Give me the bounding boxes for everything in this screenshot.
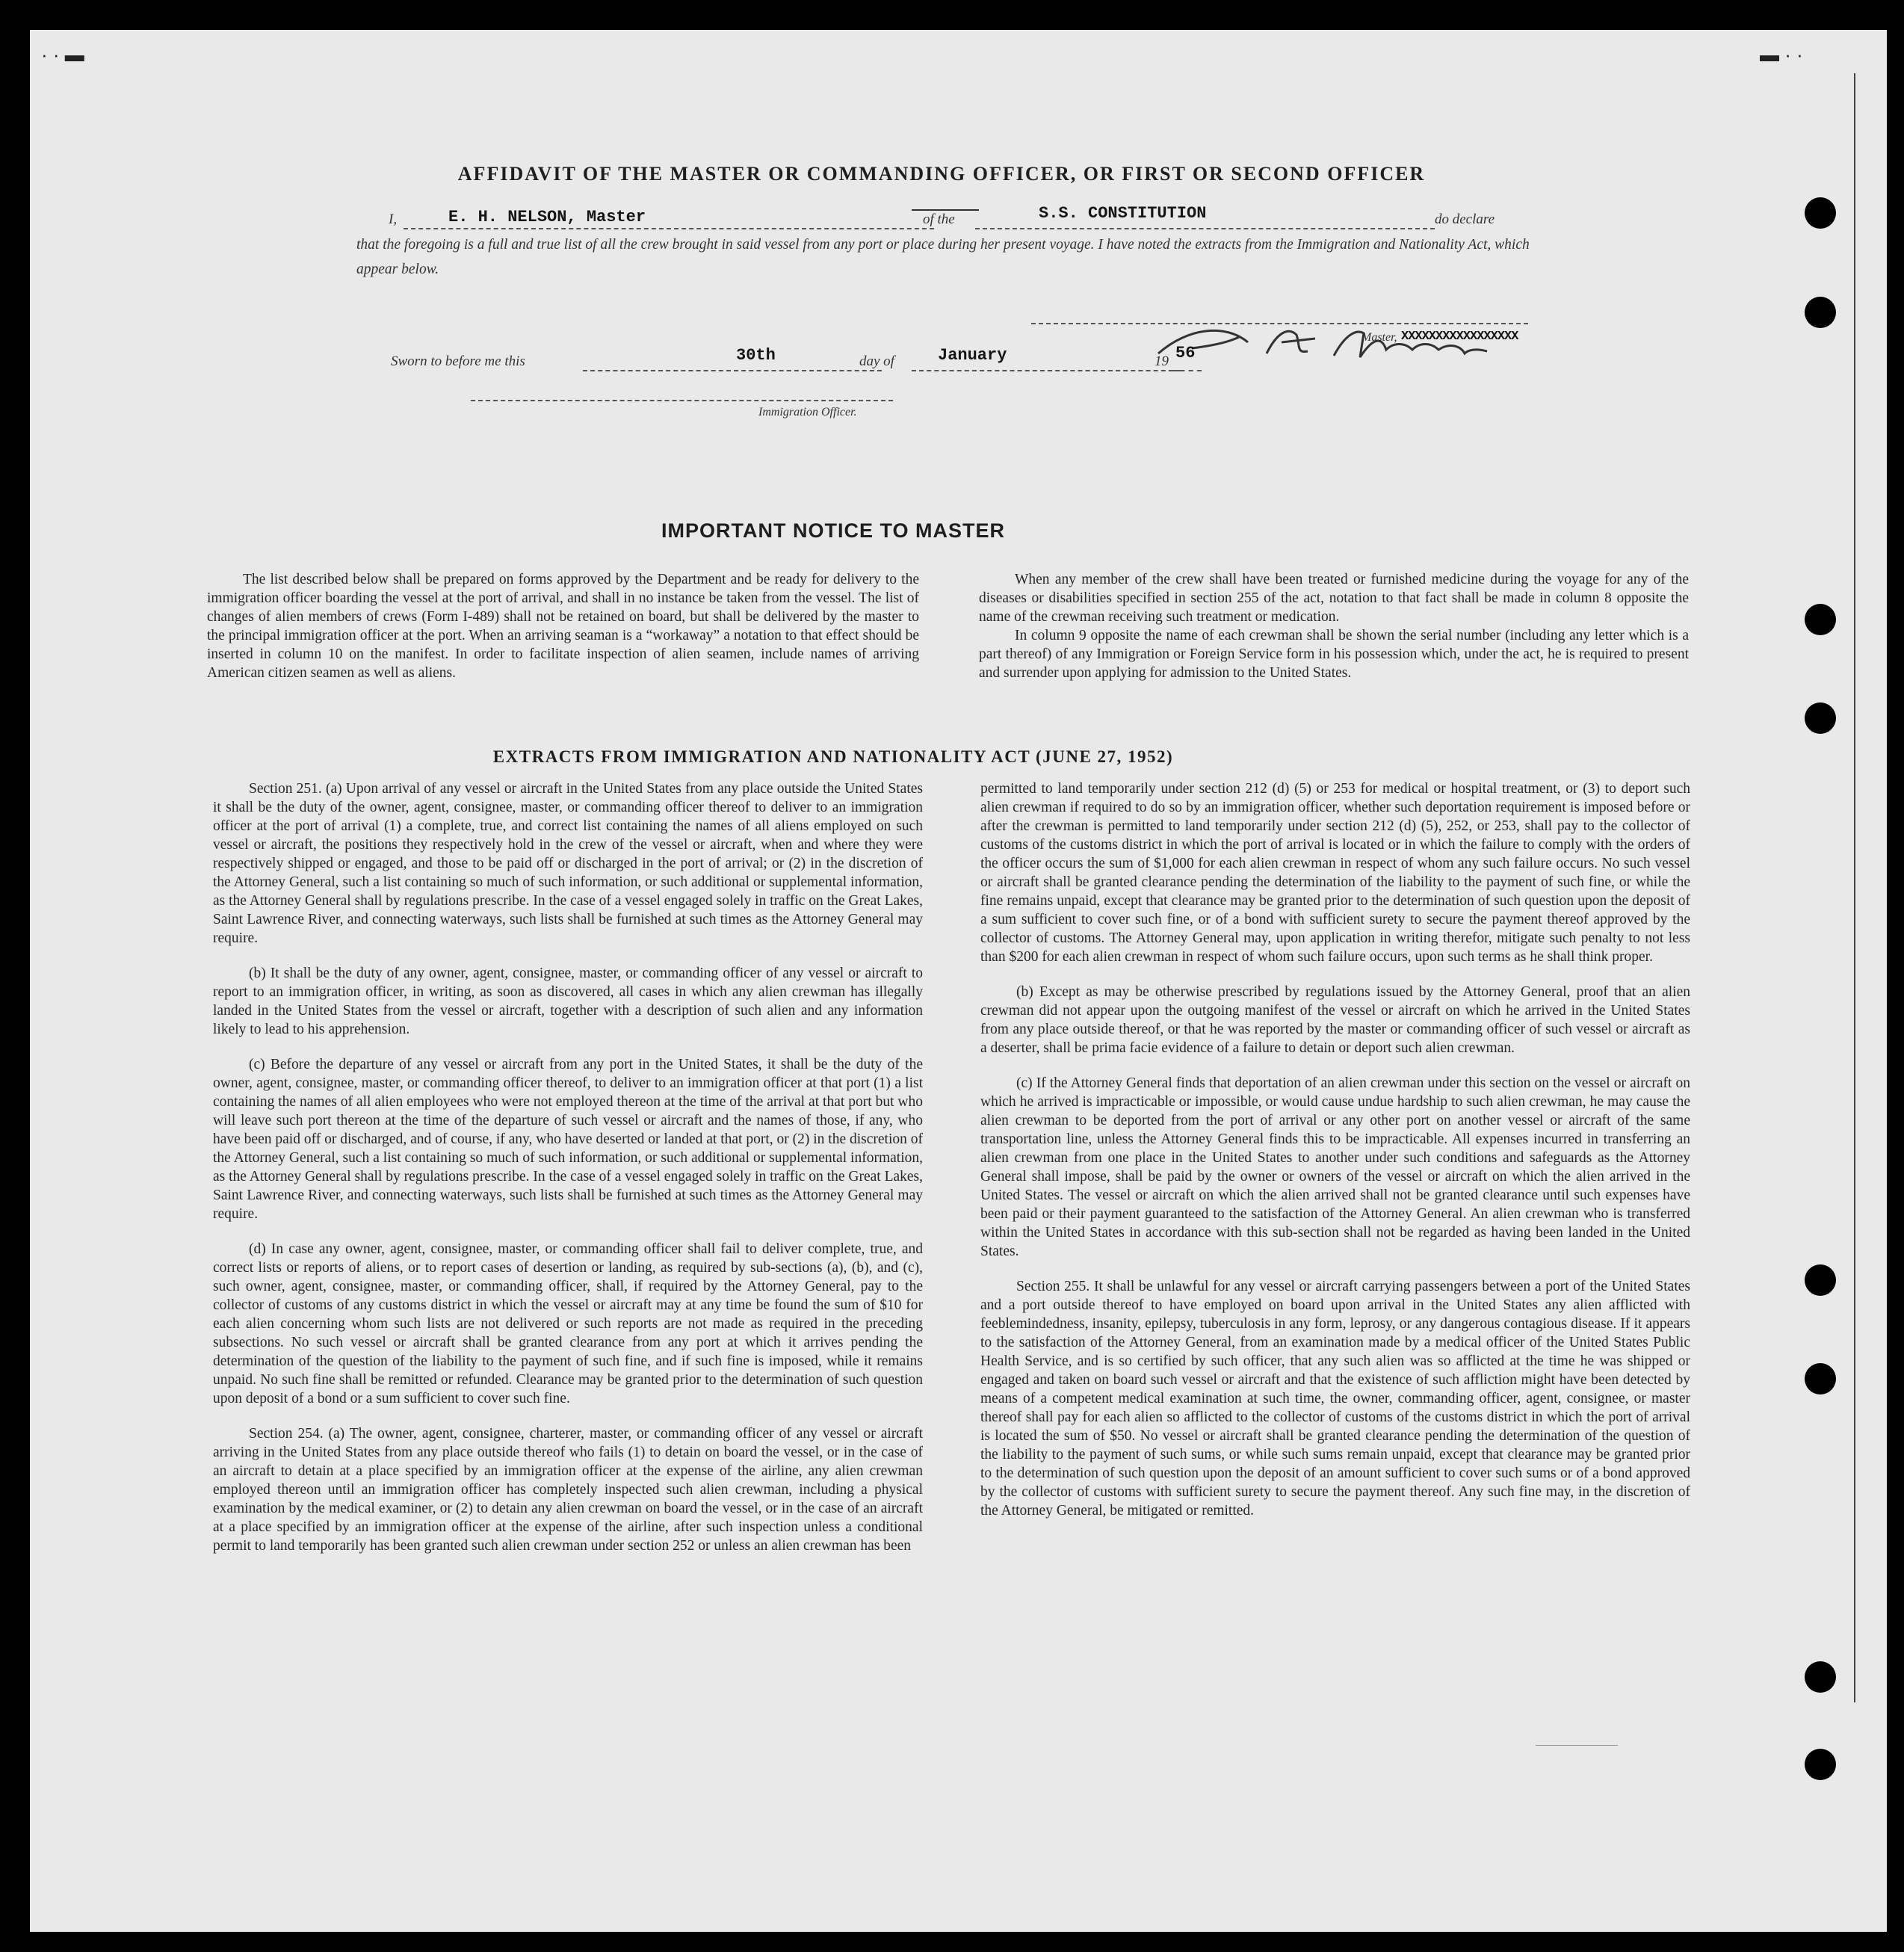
sworn-month-line [912,370,1181,371]
title-underline [912,209,979,211]
affidavit-title: AFFIDAVIT OF THE MASTER OR COMMANDING OFFICER, OR FIRST OR SECOND OFFICER [457,163,1426,185]
extracts-right-column [980,779,1690,1536]
extract-left-paragraph: Section 254. (a) The owner, agent, consignee, charterer, master, or commanding officer of any vessel or aircraft arriving in the United States from any place outside thereof who fails (1) to detain on board the vessel, or in the case of an aircraft to detain at a place specified by an immigration officer at the expense of the airline, any alien crewman employed thereon until an immigration officer has completely inspected such alien crewman, including a physical examination by the medical examiner, or (2) to detain any alien crewman on board the vessel, or in the case of an aircraft at a place specified by an immigration officer at the expense of the airline, after such inspection unless a conditional permit to land temporarily has been granted such alien crewman under section 252 or unless an alien crewman has been [213,1426,923,1554]
year-prefix: 19 [1155,353,1169,369]
punch-hole [1805,1264,1836,1296]
notice-title: IMPORTANT NOTICE TO MASTER [661,519,1005,542]
extract-left-paragraph: (b) It shall be the duty of any owner, agent, consignee, master, or commanding officer of any vessel or aircraft to report to an immigration officer, in writing, as soon as discovered, all cases in which any alien crewman has illegally landed in the United States from the vessel or aircraft, together with a description of such alien and any information likely to lead to his apprehension. [213,966,923,1037]
notice-right-column [979,570,1689,682]
notice-left-paragraph: The list described below shall be prepared on forms approved by the Department and be ready for delivery to the immigration officer boarding the vessel at the port of arrival, and shall in no instance be taken from the vessel. The list of changes of alien members of crews (Form I-489) shall not be retained on board, but shall be delivered by the master to the principal immigration officer at the port. When an arriving seaman is a “workaway” a notation to that effect should be inserted in column 10 on the manifest. In order to facilitate inspection of alien seamen, include names of arriving American citizen seamen as well as aliens. [207,572,919,681]
officer-caption: Immigration Officer. [758,406,857,418]
punch-hole [1805,297,1836,328]
punch-hole [1805,604,1836,635]
sworn-label: Sworn to before me this [391,353,525,369]
punch-hole [1805,197,1836,229]
punch-hole [1805,1661,1836,1693]
notice-left-column [207,570,919,682]
officer-signature-line [471,400,893,401]
extract-left-paragraph: (d) In case any owner, agent, consignee, master, or commanding officer shall fail to deliver complete, true, and correct lists or reports of aliens, or to report cases of desertion or landing, as required by sub-sections (a), (b), and (c), such owner, agent, consignee, master, or commanding officer, shall, if required by the Attorney General, pay to the collector of customs of any customs district in which the vessel or aircraft may at any time be found the sum of $10 for each alien concerning whom such lists are not delivered or such reports are not made as required in the preceding subsections. No such vessel or aircraft shall be granted clearance from any port at which it arrives pending the determination of the question of the liability to the payment of such fine, and if such fine is imposed, while it remains unpaid. No such fine shall be remitted or refunded. Clearance may be granted prior to the determination of such question upon deposit of a bond or a sum sufficient to cover such fine. [213,1241,923,1406]
master-caption: Master, [1361,331,1397,344]
sworn-month: January [938,346,1007,365]
vessel-name: S.S. CONSTITUTION [1039,204,1207,223]
extract-right-paragraph: permitted to land temporarily under section 212 (d) (5) or 253 for medical or hospital treatment, or (3) to deport such alien crewman if required to do so by an immigration officer, whether such deportation requirement is imposed before or after the crewman is permitted to land temporarily under section 212 (d) (5), 252, or 253, shall pay to the collector of customs of the customs district in which the port of arrival is located or in which the failure to comply with the orders of the officer occurs the sum of $1,000 for each alien crewman in respect of whom any such failure occurs. No such vessel or aircraft shall be granted clearance pending the determination of the liability to the payment of such fine, or while the fine remains unpaid, except that clearance may be granted prior to the determination of such question upon the deposit of a sum sufficient to cover such fine, or of a bond with sufficient surety to secure the payment thereof approved by the collector of customs. The Attorney General may, upon application in writing therefor, mitigate such penalty to not less than $200 for each alien crewman in respect of whom such failure occurs, upon such terms as he shall think proper. [980,781,1690,965]
day-of-label: day of [859,353,894,369]
extracts-title: EXTRACTS FROM IMMIGRATION AND NATIONALITY ACT (JUNE 27, 1952) [492,747,1174,766]
of-the-label: of the [923,211,955,227]
i-label: I, [389,211,398,227]
notice-right-paragraph-2: In column 9 opposite the name of each crewman shall be shown the serial number (including any letter which is a part thereof) of any Immigration or Foreign Service form in his possession which, under the act, he is required to present and surrender upon applying for admission to the United States. [979,628,1689,681]
year-line [1172,370,1202,371]
sworn-day: 30th [736,346,776,365]
extract-left-paragraph: Section 251. (a) Upon arrival of any vessel or aircraft in the United States from any place outside the United States it shall be the duty of the owner, agent, consignee, master, or commanding officer thereof to deliver to an immigration officer at the port of arrival (1) a complete, true, and correct list containing the names of all aliens employed on such vessel or aircraft, the positions they respectively hold in the crew of the vessel or aircraft, when and where they were respectively shipped or engaged, and those to be paid off or discharged in the port of arrival; or (2) in the discretion of the Attorney General, such a list containing so much of such information, or such additional or supplemental information, as the Attorney General shall by regulations prescribe. In the case of a vessel engaged solely in traffic on the Great Lakes, Saint Lawrence River, and connecting waterways, such lists shall be furnished at such times as the Attorney General may require. [213,781,923,946]
sworn-day-line [583,370,882,371]
master-name-line [404,228,934,229]
punch-hole [1805,1749,1836,1780]
page-edge-rule [1854,73,1855,1702]
corner-specks-right: ▬ · · [1760,43,1803,66]
struck-title: XXXXXXXXXXXXXXXXX [1401,330,1518,344]
notice-right-paragraph-1: When any member of the crew shall have been treated or furnished medicine during the voyage for any of the diseases or disabilities specified in section 255 of the act, notation to that fact shall be made in column 8 opposite the name of the crewman receiving such treatment or medication. [979,572,1689,625]
year-suffix: 56 [1175,344,1196,362]
vessel-name-line [975,228,1435,229]
signature-line [1031,323,1528,324]
do-declare-label: do declare [1435,211,1495,227]
punch-hole [1805,1363,1836,1394]
declaration-text: that the foregoing is a full and true list of all the crew brought in said vessel from any port or place during her present voyage. I have noted the extracts from the Immigration and Nationality Act, which appear below. [356,237,1530,277]
extract-right-paragraph: (c) If the Attorney General finds that deportation of an alien crewman under this section on the vessel or aircraft on which he arrived is impracticable or impossible, or would cause undue hardship to such alien crewman, he may cause the alien crewman to be deported from the port of arrival or any other port on another vessel or aircraft of the same transportation line, unless the Attorney General finds this to be impracticable. All expenses incurred in transferring an alien crewman from one place in the United States to another under such conditions and safeguards as the Attorney General shall impose, shall be paid by the owner or owners of the vessel or aircraft on which the alien arrived in the United States. The vessel or aircraft on which the alien arrived shall not be granted clearance until such expenses have been paid or their payment guaranteed to the satisfaction of the Attorney General. An alien crewman who is transferred within the United States in accordance with this sub-section shall not be regarded as having been landed in the United States. [980,1075,1690,1259]
extract-right-paragraph: (b) Except as may be otherwise prescribed by regulations issued by the Attorney General, proof that an alien crewman did not appear upon the outgoing manifest of the vessel or aircraft on which he arrived in the United States from any place outside thereof, or that he was reported by the master or commanding officer of such vessel or aircraft as a deserter, shall be prima facie evidence of a failure to detain or deport such alien crewman. [980,984,1690,1056]
punch-hole [1805,702,1836,734]
extract-left-paragraph: (c) Before the departure of any vessel or aircraft from any port in the United States, it shall be the duty of the owner, agent, consignee, master, or commanding officer thereof, to deliver to an immigration officer at that port (1) a list containing the names of all alien employees who were not employed thereon at the time of the arrival at that port but who will leave such port thereon at the time of the departure of such vessel or aircraft and the names of those, if any, who have been paid off or discharged, and of course, if any, who have deserted or landed at that port, or (2) in the discretion of the Attorney General, such a list containing so much of such information, or such additional or supplemental information, as the Attorney General shall by regulations prescribe. In the case of a vessel engaged solely in traffic on the Great Lakes, Saint Lawrence River, and connecting waterways, such lists shall be furnished at such times as the Attorney General may require. [213,1057,923,1222]
extracts-left-column [213,779,923,1572]
extract-right-paragraph: Section 255. It shall be unlawful for any vessel or aircraft carrying passengers between a port of the United States and a port outside thereof to have employed on board upon arrival in the United States any alien afflicted with feeblemindedness, insanity, epilepsy, tuberculosis in any form, leprosy, or any dangerous contagious disease. If it appears to the satisfaction of the Attorney General, from an examination made by a medical officer of the United States Public Health Service, and is so certified by such officer, that any such alien was so afflicted at the time he was shipped or engaged and taken on board such vessel or aircraft and that the existence of such affliction might have been detected by means of a competent medical examination at such time, the owner, commanding officer, agent, consignee, or master thereof shall pay for each alien so afflicted to the collector of customs of the customs district in which the port of arrival is located the sum of $50. No vessel or aircraft shall be granted clearance pending the determination of the question of the liability to the payment of such sums, or while such sums remain unpaid, except that clearance may be granted prior to the determination of such question upon the deposit of an amount sufficient to cover such sums or of a bond approved by the collector of customs with sufficient surety to secure the payment thereof. Any such fine may, in the discretion of the Attorney General, be mitigated or remitted. [980,1279,1690,1519]
master-name: E. H. NELSON, Master [448,208,646,226]
document-page [30,30,1887,1932]
corner-specks-left: · · ▬ [41,43,84,66]
stray-mark [1536,1745,1618,1746]
